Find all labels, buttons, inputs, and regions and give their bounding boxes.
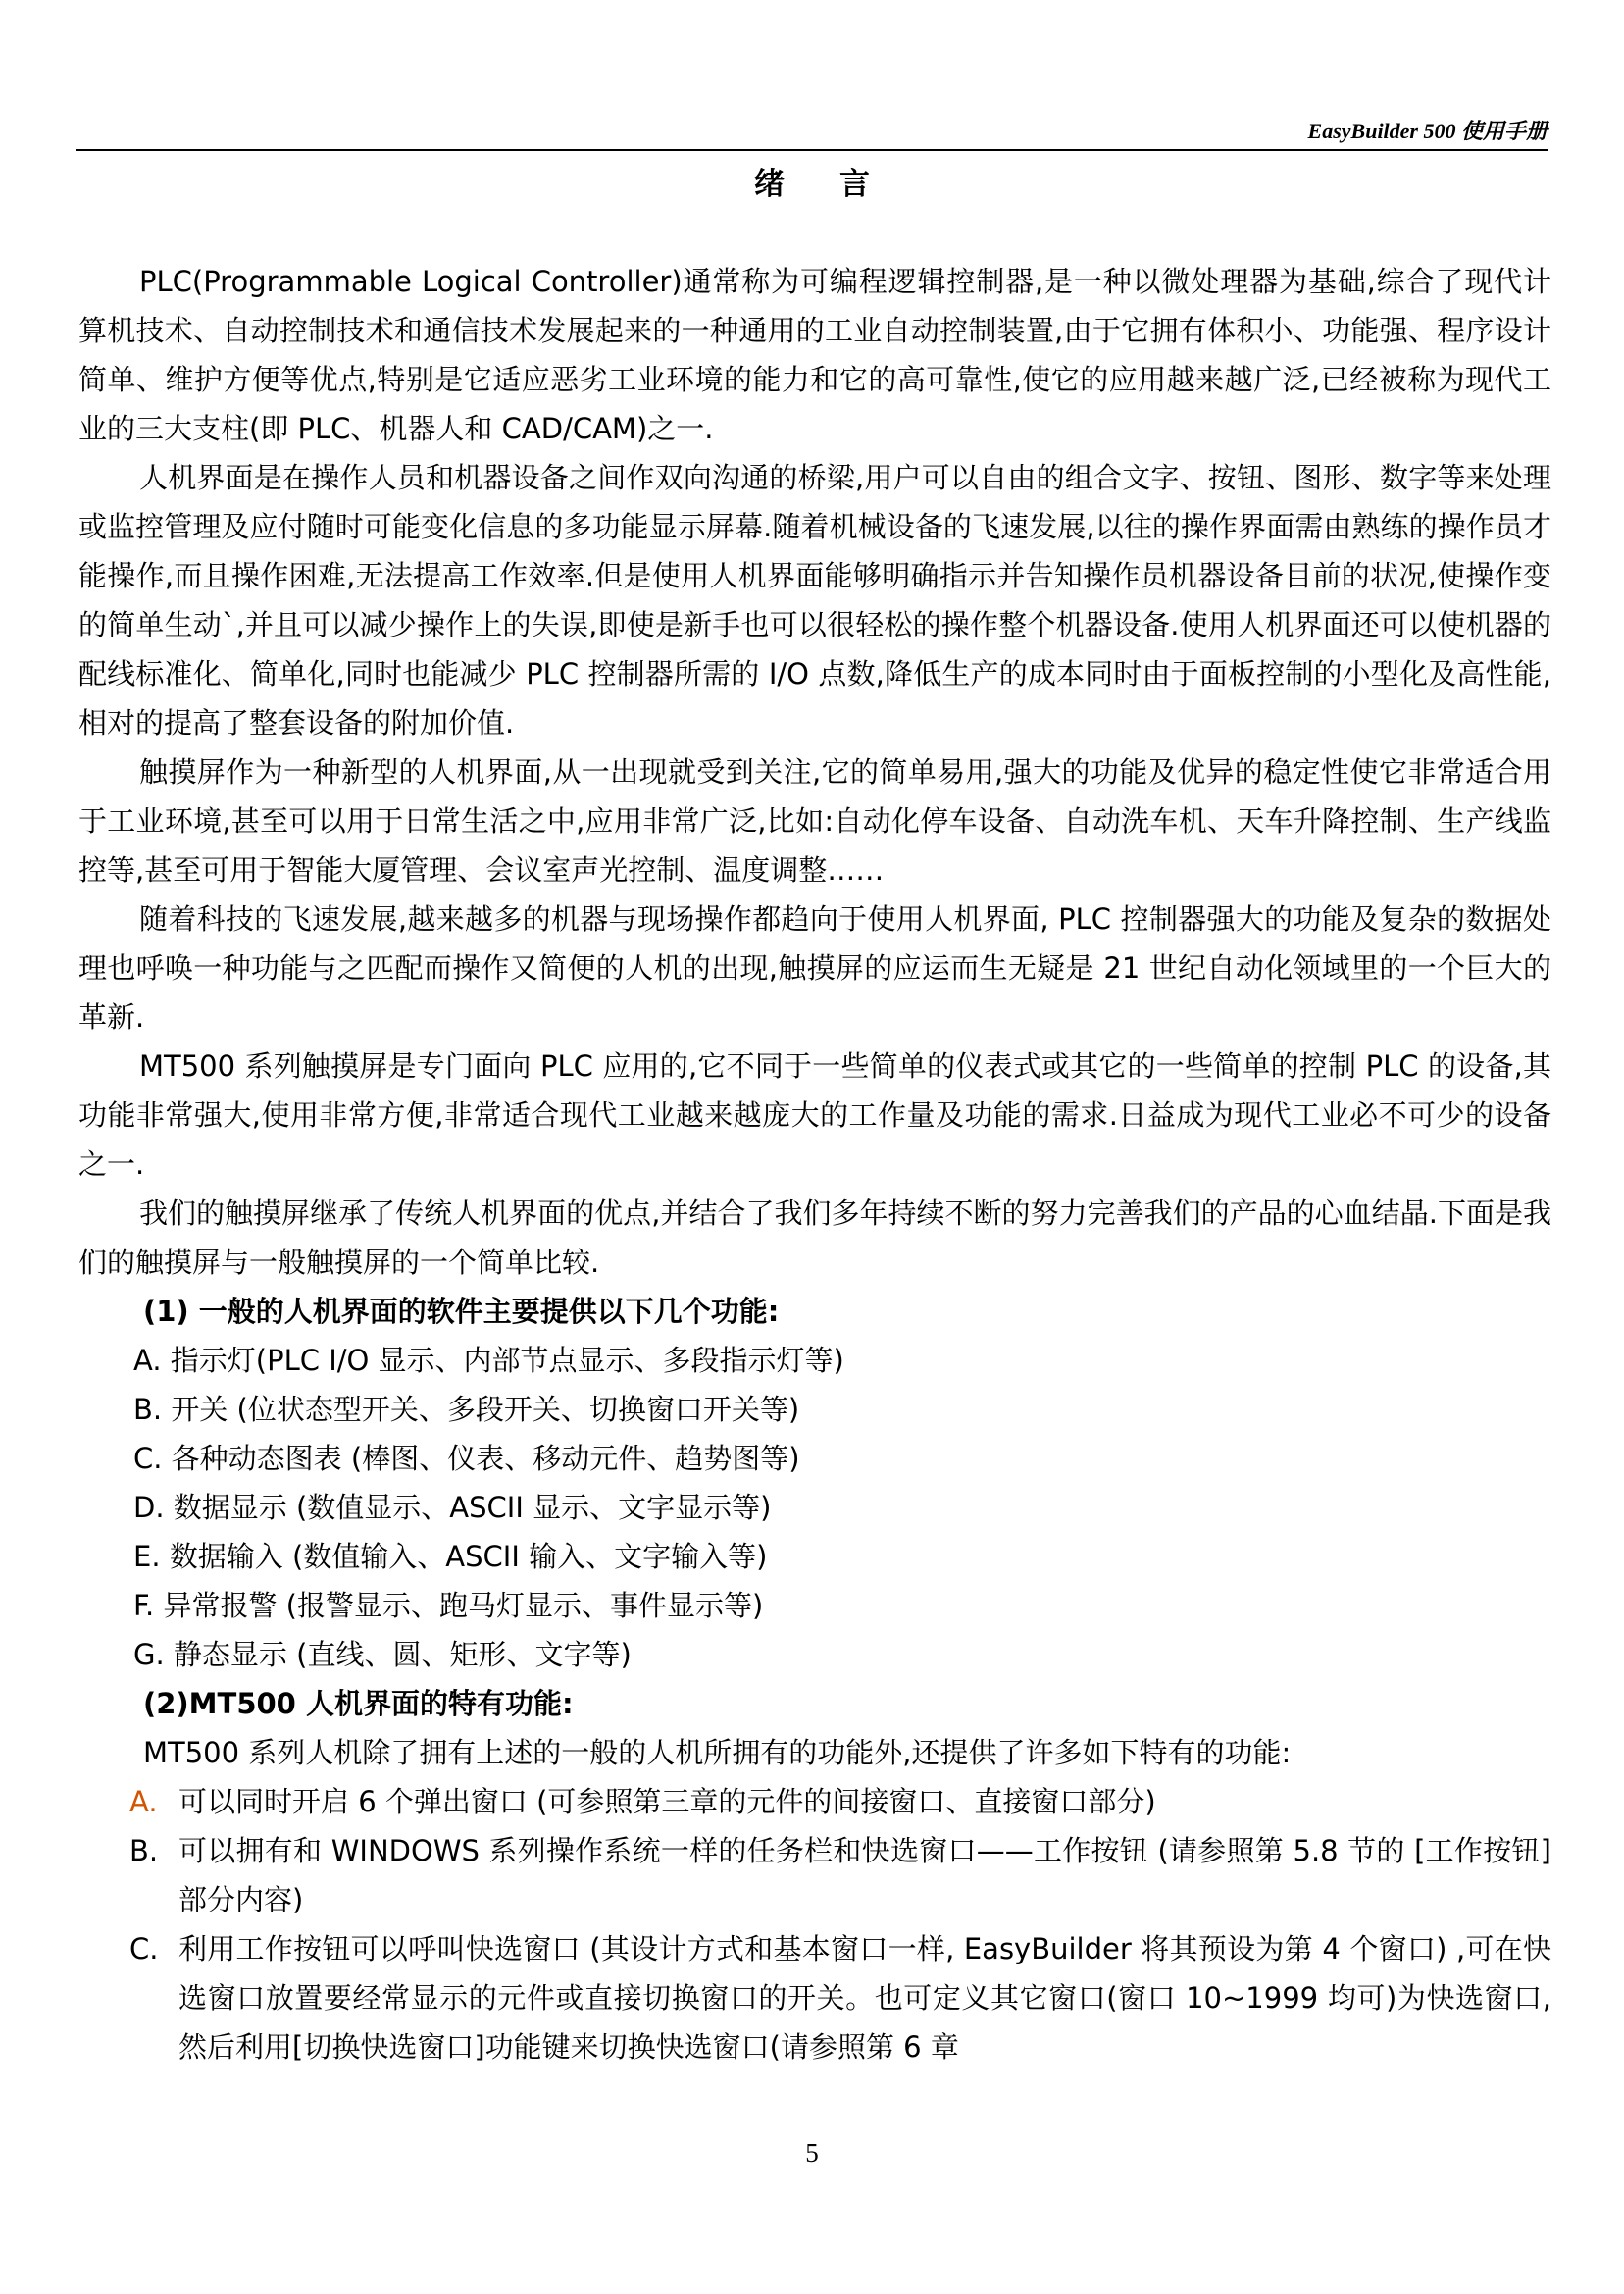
feature-item xyxy=(78,1826,1551,1924)
list-item: G. 静态显示 (直线、圆、矩形、文字等) xyxy=(133,1638,632,1671)
feature-text: 利用工作按钮可以呼叫快选窗口 (其设计方式和基本窗口一样, EasyBuilder 将其预设为第 4 个窗口) ,可在快选窗口放置要经常显示的元件或直接切换窗口的开关。也可定义其它窗口(窗口 10~1999 均可)为快选窗口,然后利用[切换快选窗口]功能键来切换快选窗口(请参照第 6 章 xyxy=(178,1932,1551,2064)
paragraph-intro-plc: PLC(Programmable Logical Controller)通常称为可编程逻辑控制器,是一种以微处理器为基础,综合了现代计算机技术、自动控制技术和通信技术发展起来的一种通用的工业自动控制装置,由于它拥有体积小、功能强、程序设计简单、维护方便等优点,特别是它适应恶劣工业环境的能力和它的高可靠性,使它的应用越来越广泛,已经被称为现代工业的三大支柱(即 PLC、机器人和 CAD/CAM)之一. xyxy=(78,265,1551,445)
paragraph-mt500: MT500 系列触摸屏是专门面向 PLC 应用的,它不同于一些简单的仪表式或其它的一些简单的控制 PLC 的设备,其功能非常强大,使用非常方便,非常适合现代工业越来越庞大的工作量及功能的需求.日益成为现代工业必不可少的设备之一. xyxy=(78,1049,1551,1181)
paragraph-touchscreen: 触摸屏作为一种新型的人机界面,从一出现就受到关注,它的简单易用,强大的功能及优异的稳定性使它非常适合用于工业环境,甚至可以用于日常生活之中,应用非常广泛,比如:自动化停车设备、自动洗车机、天车升降控制、生产线监控等,甚至可用于智能大厦管理、会议室声光控制、温度调整…… xyxy=(78,755,1551,887)
section1-heading: (1) 一般的人机界面的软件主要提供以下几个功能: xyxy=(143,1295,780,1328)
list-item: F. 异常报警 (报警显示、跑马灯显示、事件显示等) xyxy=(133,1589,764,1622)
section2-intro: MT500 系列人机除了拥有上述的一般的人机所拥有的功能外,还提供了许多如下特有的功能: xyxy=(143,1736,1292,1769)
page-number: 5 xyxy=(805,2138,819,2167)
list-item: E. 数据输入 (数值输入、ASCII 输入、文字输入等) xyxy=(133,1540,768,1573)
feature-text: 可以拥有和 WINDOWS 系列操作系统一样的任务栏和快选窗口——工作按钮 (请参照第 5.8 节的 [工作按钮] 部分内容) xyxy=(178,1834,1551,1916)
feature-item xyxy=(78,1924,1551,2071)
feature-text: 可以同时开启 6 个弹出窗口 (可参照第三章的元件的间接窗口、直接窗口部分) xyxy=(178,1785,1156,1818)
feature-marker: A. xyxy=(129,1785,158,1818)
list-item: A. 指示灯(PLC I/O 显示、内部节点显示、多段指示灯等) xyxy=(133,1344,844,1377)
paragraph-comparison: 我们的触摸屏继承了传统人机界面的优点,并结合了我们多年持续不断的努力完善我们的产品的心血结晶.下面是我们的触摸屏与一般触摸屏的一个简单比较. xyxy=(78,1197,1551,1279)
header-title: EasyBuilder 500 使用手册 xyxy=(1307,119,1548,143)
page-title: 绪言 xyxy=(754,167,925,202)
feature-marker: B. xyxy=(129,1834,159,1867)
paragraph-hmi: 人机界面是在操作人员和机器设备之间作双向沟通的桥梁,用户可以自由的组合文字、按钮、图形、数字等来处理或监控管理及应付随时可能变化信息的多功能显示屏幕.随着机械设备的飞速发展,以往的操作界面需由熟练的操作员才能操作,而且操作困难,无法提高工作效率.但是使用人机界面能够明确指示并告知操作员机器设备目前的状况,使操作变的简单生动`,并且可以减少操作上的失误,即使是新手也可以很轻松的操作整个机器设备.使用人机界面还可以使机器的配线标准化、简单化,同时也能减少 PLC 控制器所需的 I/O 点数,降低生产的成本同时由于面板控制的小型化及高性能,相对的提高了整套设备的附加价值. xyxy=(78,461,1551,739)
list-item: B. 开关 (位状态型开关、多段开关、切换窗口开关等) xyxy=(133,1393,800,1426)
feature-item xyxy=(78,1777,1551,1826)
feature-marker: C. xyxy=(129,1932,159,1965)
document-body xyxy=(78,257,1551,2071)
list-item: D. 数据显示 (数值显示、ASCII 显示、文字显示等) xyxy=(133,1491,772,1524)
list-item: C. 各种动态图表 (棒图、仪表、移动元件、趋势图等) xyxy=(133,1442,800,1475)
paragraph-technology: 随着科技的飞速发展,越来越多的机器与现场操作都趋向于使用人机界面, PLC 控制器强大的功能及复杂的数据处理也呼唤一种功能与之匹配而操作又简便的人机的出现,触摸屏的应运而生无疑是 21 世纪自动化领域里的一个巨大的革新. xyxy=(78,902,1551,1034)
page-header xyxy=(76,110,1548,151)
section2-heading: (2)MT500 人机界面的特有功能: xyxy=(143,1687,574,1720)
